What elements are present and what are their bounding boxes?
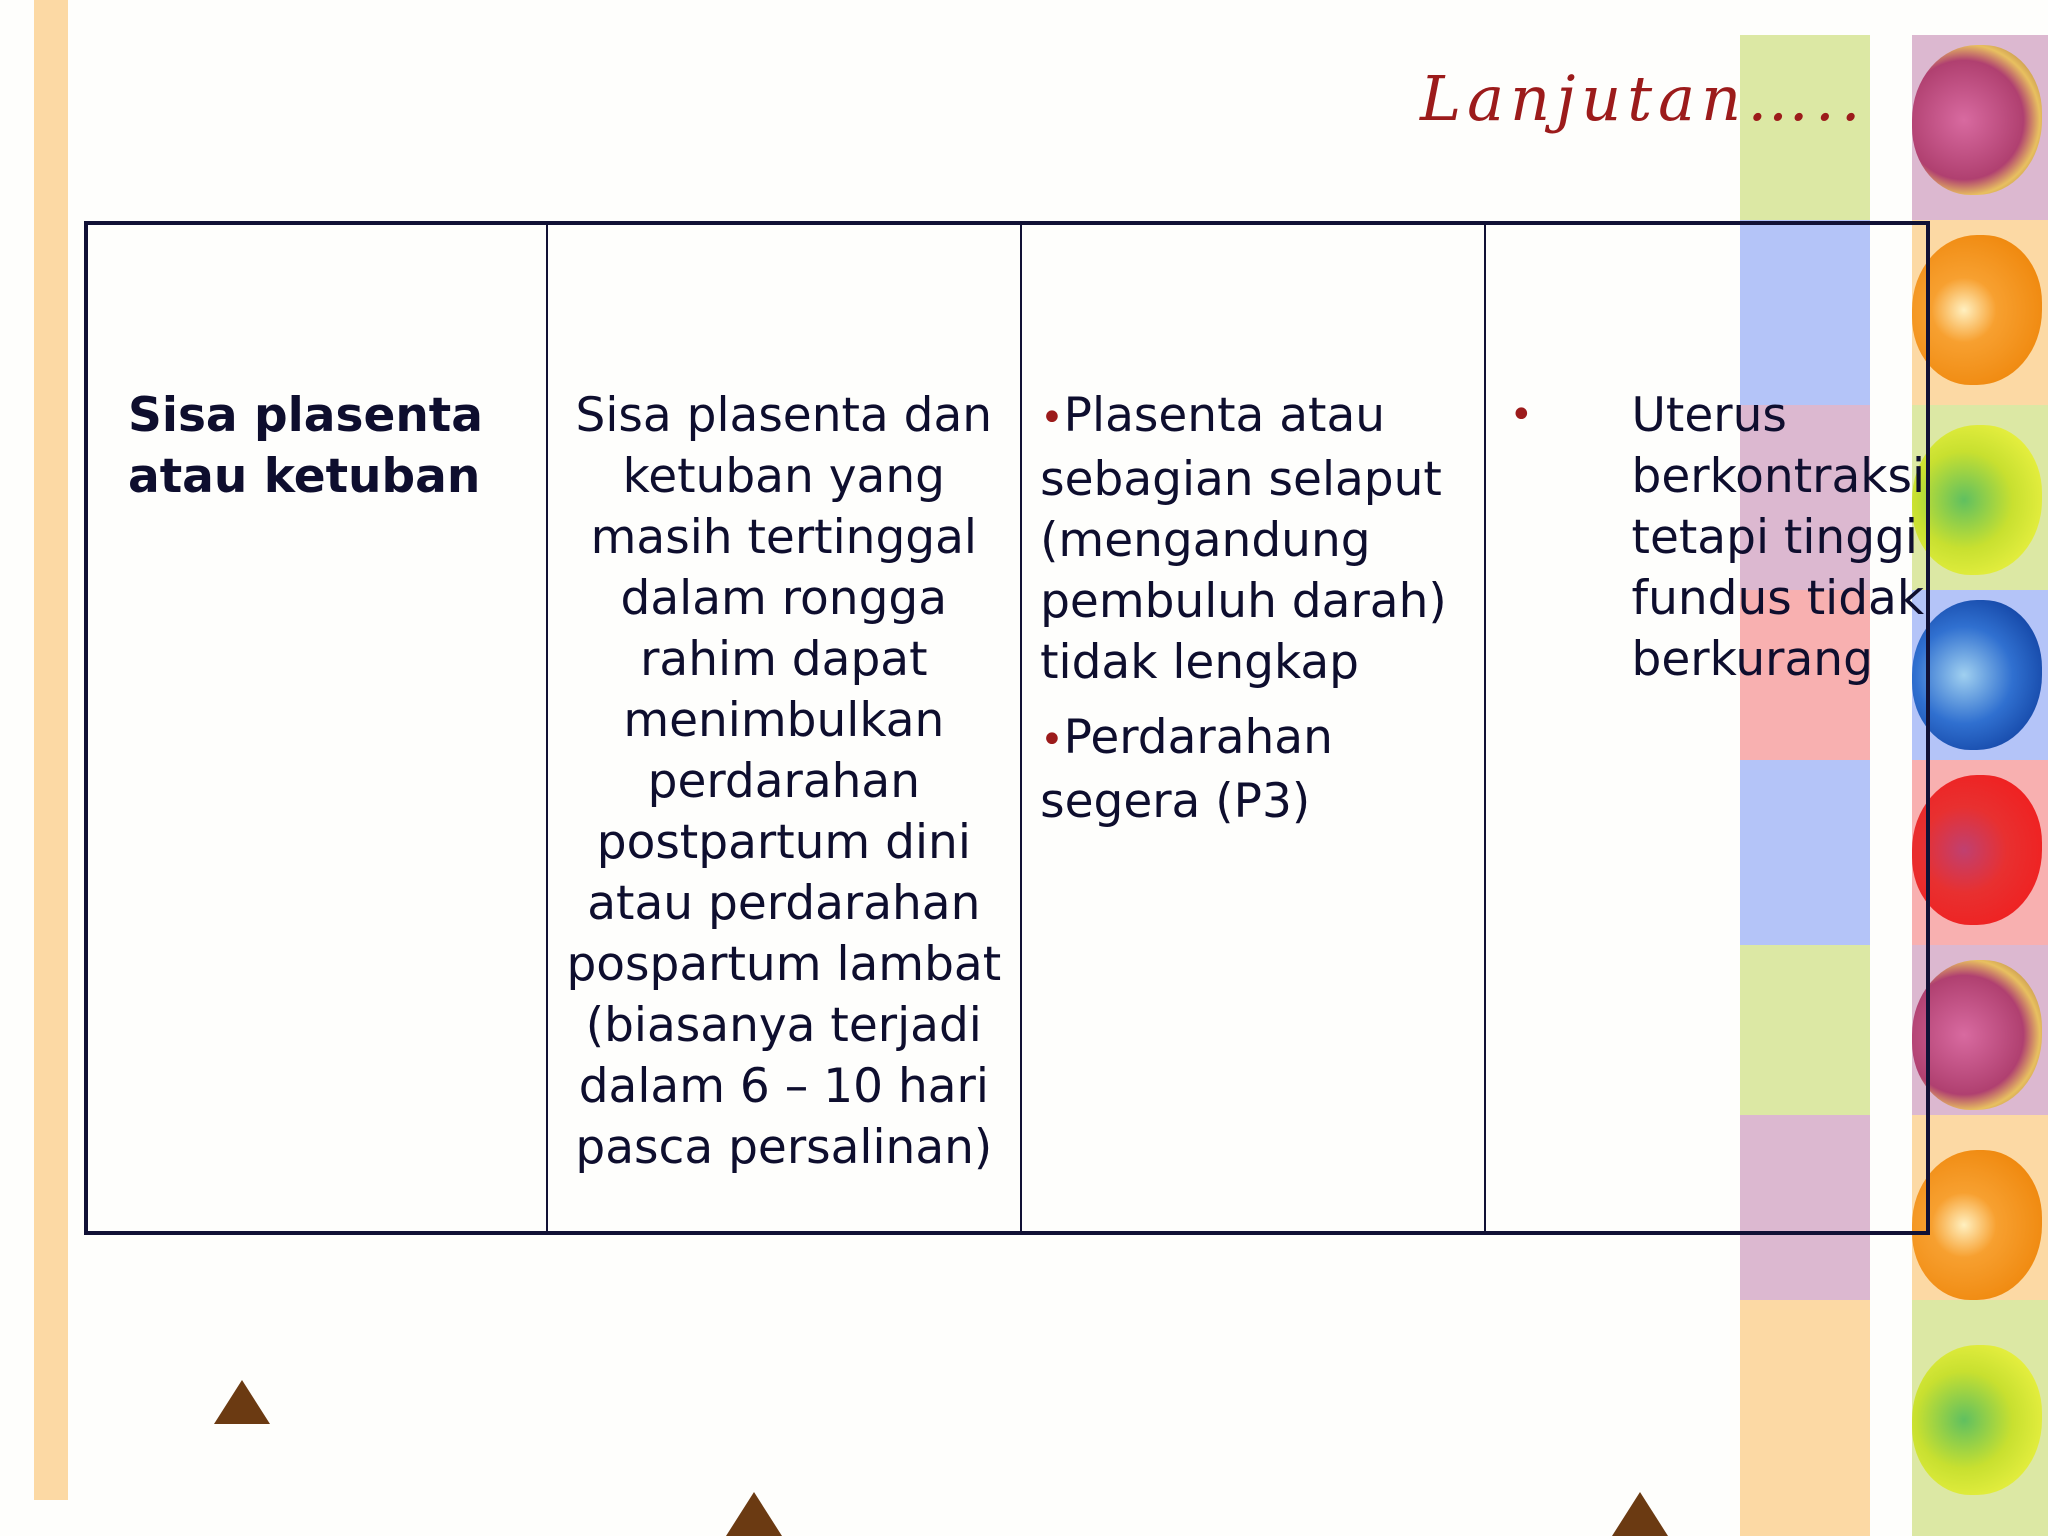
- bullet-text: Plasenta atau sebagian selaput (mengandung pembuluh darah) tidak lengkap: [1040, 388, 1447, 690]
- bullet-icon: •: [1509, 392, 1534, 438]
- list-item: [1040, 707, 1482, 832]
- table-row: [86, 223, 1928, 1233]
- table-cell-signs: [1021, 223, 1484, 1233]
- grapefruit-slice-icon: [1912, 775, 2042, 925]
- apple-slice-icon: [1912, 960, 2042, 1110]
- lime-slice-icon: [1912, 1345, 2042, 1495]
- bullet-icon: •: [1040, 717, 1064, 763]
- orange-slice-icon: [1912, 235, 2042, 385]
- bullet-icon: •: [1040, 395, 1064, 441]
- table-cell-description: Sisa plasenta dan ketuban yang masih tertinggal dalam rongga rahim dapat menimbulkan perdarahan postpartum dini atau perdarahan pospartum lambat (biasanya terjadi dalam 6 – 10 hari pasca persalinan): [547, 223, 1022, 1233]
- content-table: [84, 221, 1930, 1235]
- apple-slice-icon: [1912, 45, 2042, 195]
- list-item: [1040, 385, 1482, 693]
- table-cell-findings: [1485, 223, 1928, 1233]
- left-accent-bar: [34, 0, 68, 1500]
- bullet-text: Uterus berkontraksi tetapi tinggi fundus tidak berkurang: [1631, 388, 1926, 687]
- blueberry-slice-icon: [1912, 600, 2042, 750]
- bullet-text: Perdarahan segera (P3): [1040, 710, 1333, 829]
- table-cell-diagnosis: Sisa plasenta atau ketuban: [86, 223, 547, 1233]
- decorative-cone-icon: [214, 1380, 270, 1424]
- decorative-cone-icon: [726, 1492, 782, 1536]
- slide-title: Lanjutan…..: [1420, 62, 1867, 135]
- decorative-cone-icon: [1612, 1492, 1668, 1536]
- orange-slice-icon: [1912, 1150, 2042, 1300]
- lime-slice-icon: [1912, 425, 2042, 575]
